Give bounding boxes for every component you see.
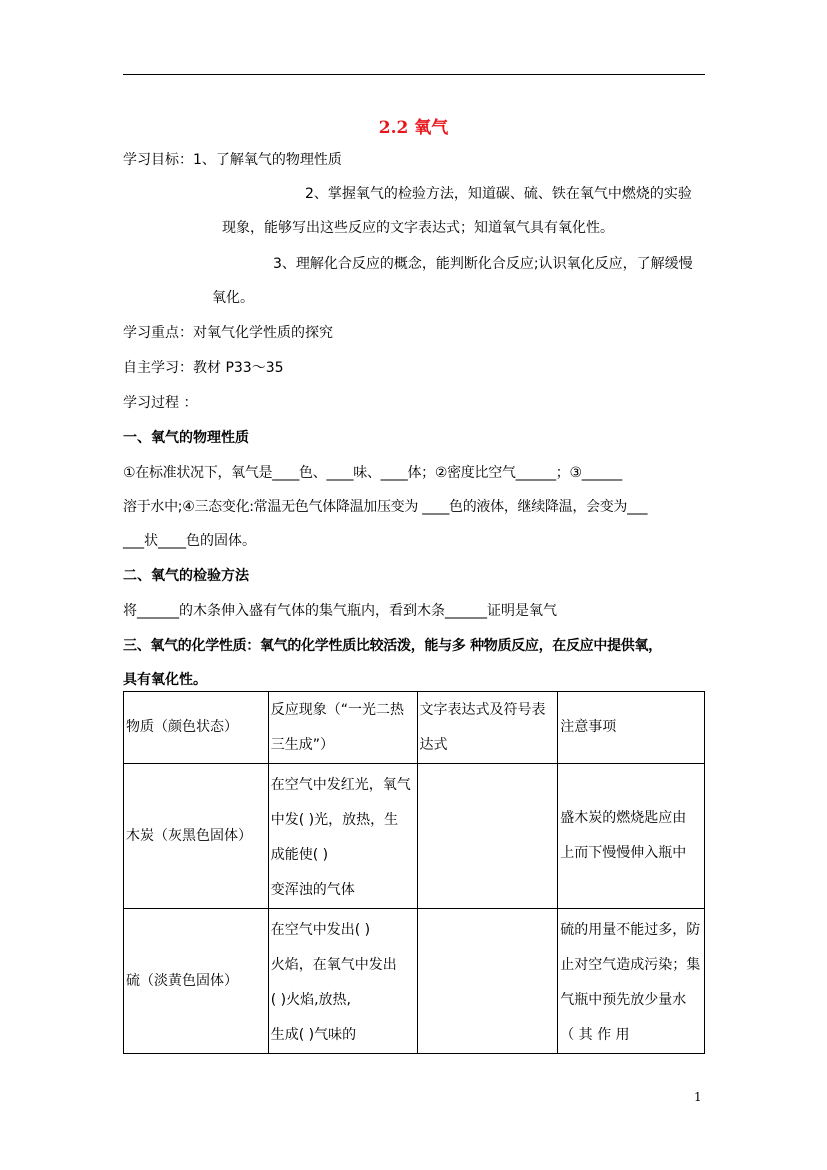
row-charcoal-phenomenon xyxy=(268,764,417,909)
row-sulfur-substance: 硫（淡黄色固体） xyxy=(124,909,269,1054)
section1-line1: ①在标准状况下，氧气是____色、____味、____体；②密度比空气______；③______ xyxy=(123,465,622,481)
phenomenon-line: 在空气中发出( ) xyxy=(270,922,371,938)
section1-line3: ___状____色的固体。 xyxy=(123,533,256,549)
table-header-expression xyxy=(417,692,558,764)
row-charcoal-expression xyxy=(417,764,558,909)
table-header-phenomenon xyxy=(268,692,417,764)
notes-line: 上而下慢慢伸入瓶中 xyxy=(560,845,687,861)
header-expression-line1: 文字表达式及符号表 xyxy=(419,701,546,718)
phenomenon-line: 变浑浊的气体 xyxy=(270,882,355,898)
section1-line2: 溶于水中;④三态变化:常温无色气体降温加压变为 ____色的液体，继续降温，会变为___ xyxy=(123,499,648,515)
phenomenon-line: 生成( )气味的 xyxy=(270,1027,357,1043)
row-sulfur-notes xyxy=(558,909,705,1054)
section2-line1: 将______的木条伸入盛有气体的集气瓶内，看到木条______证明是氧气 xyxy=(123,603,557,619)
row-charcoal-notes xyxy=(558,764,705,909)
goal-3-line1: 3、理解化合反应的概念，能判断化合反应;认识氧化反应，了解缓慢 xyxy=(273,256,693,272)
row-sulfur-expression xyxy=(417,909,558,1054)
goal-3-line2: 氧化。 xyxy=(212,290,254,306)
phenomenon-line: 火焰，在氧气中发出 xyxy=(270,957,397,973)
table-row xyxy=(124,764,705,909)
notes-line: 气瓶中预先放少量水 xyxy=(560,992,687,1008)
section1-heading: 一、氧气的物理性质 xyxy=(123,430,249,446)
phenomenon-line: ( )火焰,放热, xyxy=(270,992,352,1008)
header-expression-line2: 达式 xyxy=(419,736,448,753)
section2-heading: 二、氧气的检验方法 xyxy=(123,568,249,584)
phenomenon-line: 成能使( ) xyxy=(270,847,329,863)
header-rule xyxy=(123,74,705,75)
self-study: 自主学习：教材 P33～35 xyxy=(123,360,284,376)
row-charcoal-substance: 木炭（灰黑色固体） xyxy=(124,764,269,909)
notes-line: 止对空气造成污染；集 xyxy=(560,957,701,973)
table-row xyxy=(124,909,705,1054)
goal-2-line1: 2、掌握氧气的检验方法，知道碳、硫、铁在氧气中燃烧的实验 xyxy=(305,186,692,202)
goals-label: 学习目标：1、了解氧气的物理性质 xyxy=(123,152,342,168)
notes-line: （ 其 作 用 xyxy=(560,1027,630,1043)
study-focus: 学习重点：对氧气化学性质的探究 xyxy=(123,325,333,341)
header-phenomenon-line2: 三生成”） xyxy=(270,736,334,753)
table-header-notes: 注意事项 xyxy=(558,692,705,764)
goal-2-line2: 现象，能够写出这些反应的文字表达式；知道氧气具有氧化性。 xyxy=(222,220,614,236)
phenomenon-line: 在空气中发红光，氧气 xyxy=(270,777,411,793)
page-title: 2.2 氧气 xyxy=(378,118,449,138)
section3-heading-line2: 具有氧化性。 xyxy=(123,672,207,688)
table-header-substance: 物质（颜色状态） xyxy=(124,692,269,764)
section3-heading-line1: 三、氧气的化学性质：氧气的化学性质比较活泼，能与多 种物质反应，在反应中提供氧， xyxy=(123,638,662,654)
notes-line: 硫的用量不能过多，防 xyxy=(560,922,701,938)
oxygen-properties-table xyxy=(123,691,705,1054)
header-phenomenon-line1: 反应现象（“一光二热 xyxy=(270,701,404,718)
notes-line: 盛木炭的燃烧匙应由 xyxy=(560,810,687,826)
table-header-row xyxy=(124,692,705,764)
process-label: 学习过程 ： xyxy=(123,395,198,411)
row-sulfur-phenomenon xyxy=(268,909,417,1054)
page-number: 1 xyxy=(694,1090,702,1104)
phenomenon-line: 中发( )光，放热，生 xyxy=(270,812,399,828)
